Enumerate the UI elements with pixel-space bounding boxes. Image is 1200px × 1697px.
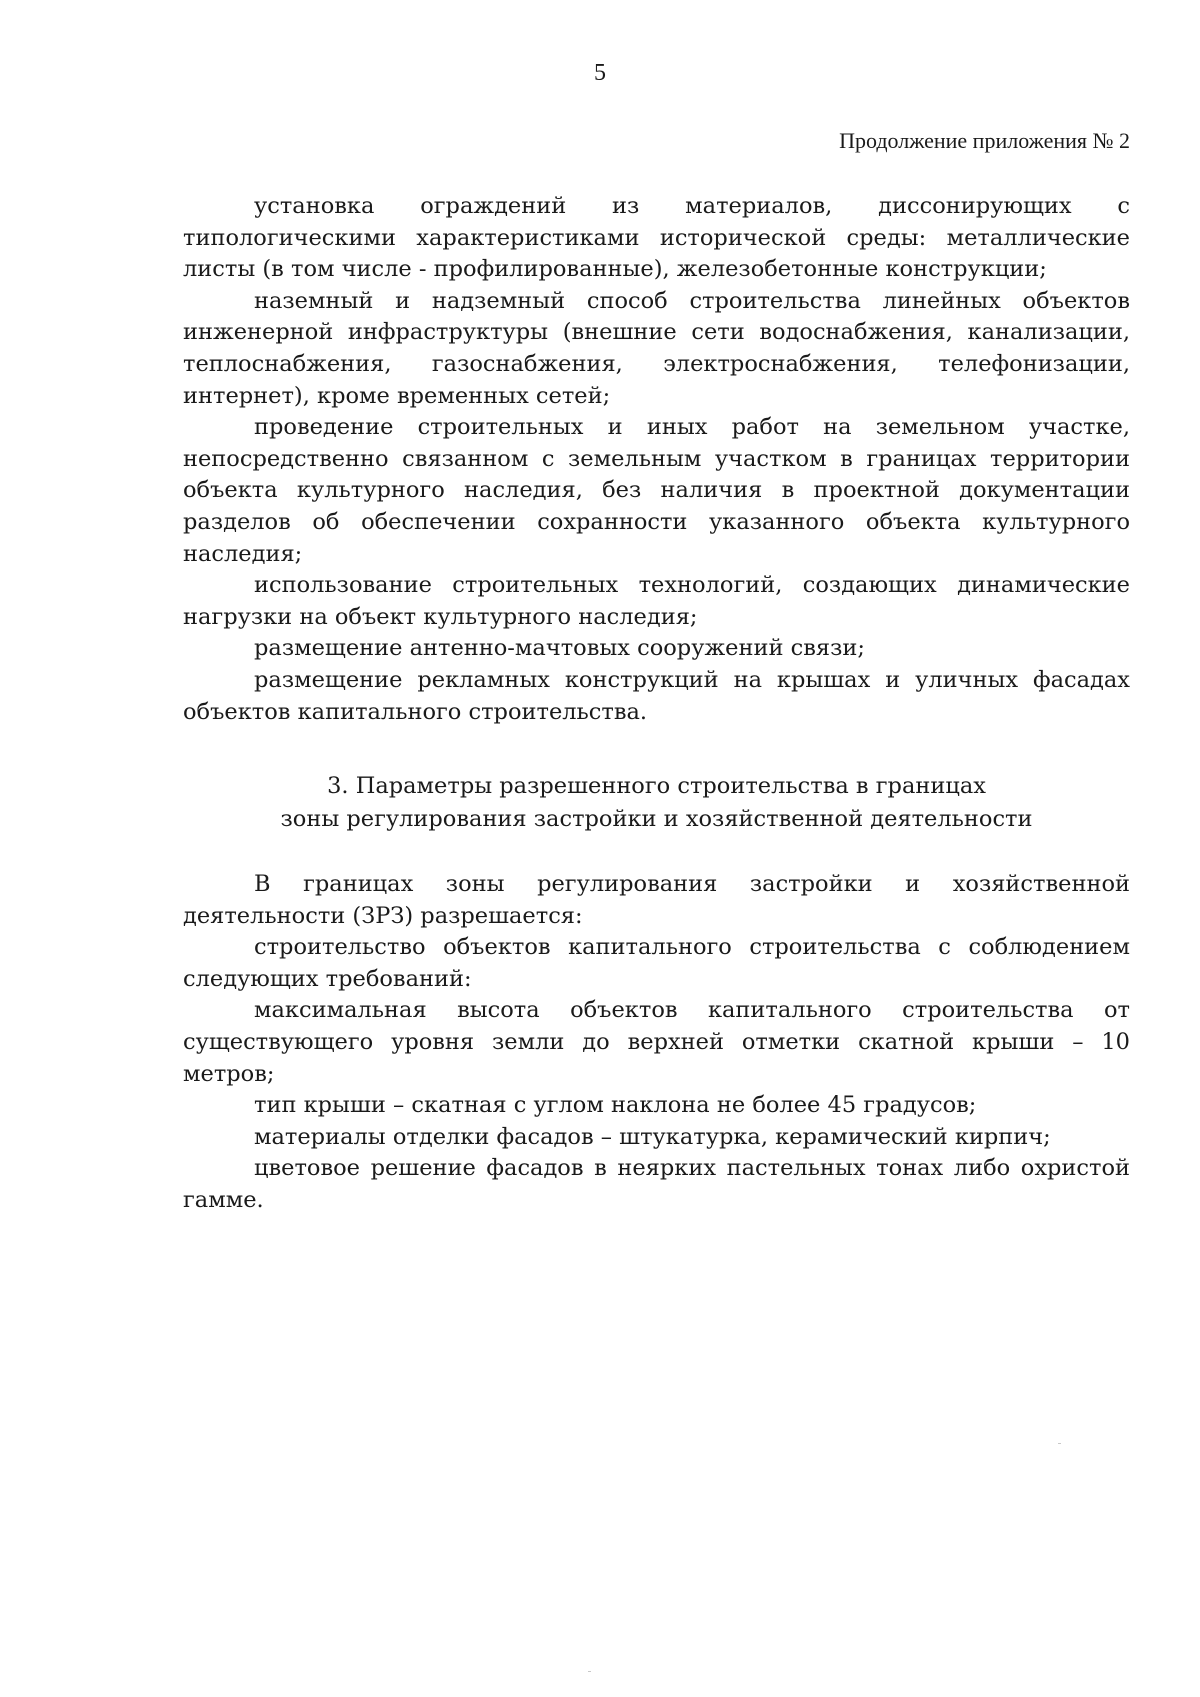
- section-paragraph: тип крыши – скатная с углом наклона не более 45 градусов;: [254, 1092, 977, 1119]
- section-paragraph: материалы отделки фасадов – штукатурка, керамический кирпич;: [254, 1123, 1051, 1150]
- prohibitions-list: [183, 191, 1130, 728]
- section-heading-line: зоны регулирования застройки и хозяйственной деятельности: [280, 806, 1033, 832]
- section-paragraph: цветовое решение фасадов в неярких пастельных тонах либо охристой гамме.: [183, 1155, 1130, 1213]
- section-heading: [183, 770, 1130, 836]
- scan-speck: [1058, 1443, 1061, 1444]
- prohibition-item: размещение антенно-мачтовых сооружений связи;: [254, 635, 865, 662]
- annex-continuation-note: Продолжение приложения № 2: [839, 128, 1130, 153]
- prohibition-item: установка ограждений из материалов, диссонирующих с типологическими характеристиками исторической среды: металлические листы (в том числе - профилированные), железобетонные конструкции;: [183, 193, 1130, 283]
- section-body: [183, 869, 1130, 1217]
- section-paragraph: строительство объектов капитального строительства с соблюдением следующих требований:: [183, 934, 1130, 992]
- page-number: 5: [594, 60, 606, 86]
- section-heading-line: 3. Параметры разрешенного строительства в границах: [327, 773, 986, 799]
- prohibition-item: размещение рекламных конструкций на крышах и уличных фасадах объектов капитального строительства.: [183, 666, 1130, 725]
- section-paragraph: максимальная высота объектов капитального строительства от существующего уровня земли до верхней отметки скатной крыши – 10 метров;: [183, 997, 1130, 1087]
- prohibition-item: проведение строительных и иных работ на земельном участке, непосредственно связанном с земельным участком в границах территории объекта культурного наследия, без наличия в проектной документации разделов об обеспечении сохранности указанного объекта культурного наследия;: [183, 414, 1130, 567]
- section-paragraph: В границах зоны регулирования застройки и хозяйственной деятельности (ЗРЗ) разрешается:: [183, 871, 1130, 929]
- prohibition-item: наземный и надземный способ строительства линейных объектов инженерной инфраструктуры (внешние сети водоснабжения, канализации, теплоснабжения, газоснабжения, электроснабжения, телефонизации, интернет), кроме временных сетей;: [183, 287, 1130, 409]
- prohibition-item: использование строительных технологий, создающих динамические нагрузки на объект культурного наследия;: [183, 572, 1130, 630]
- scan-speck: [588, 1671, 591, 1672]
